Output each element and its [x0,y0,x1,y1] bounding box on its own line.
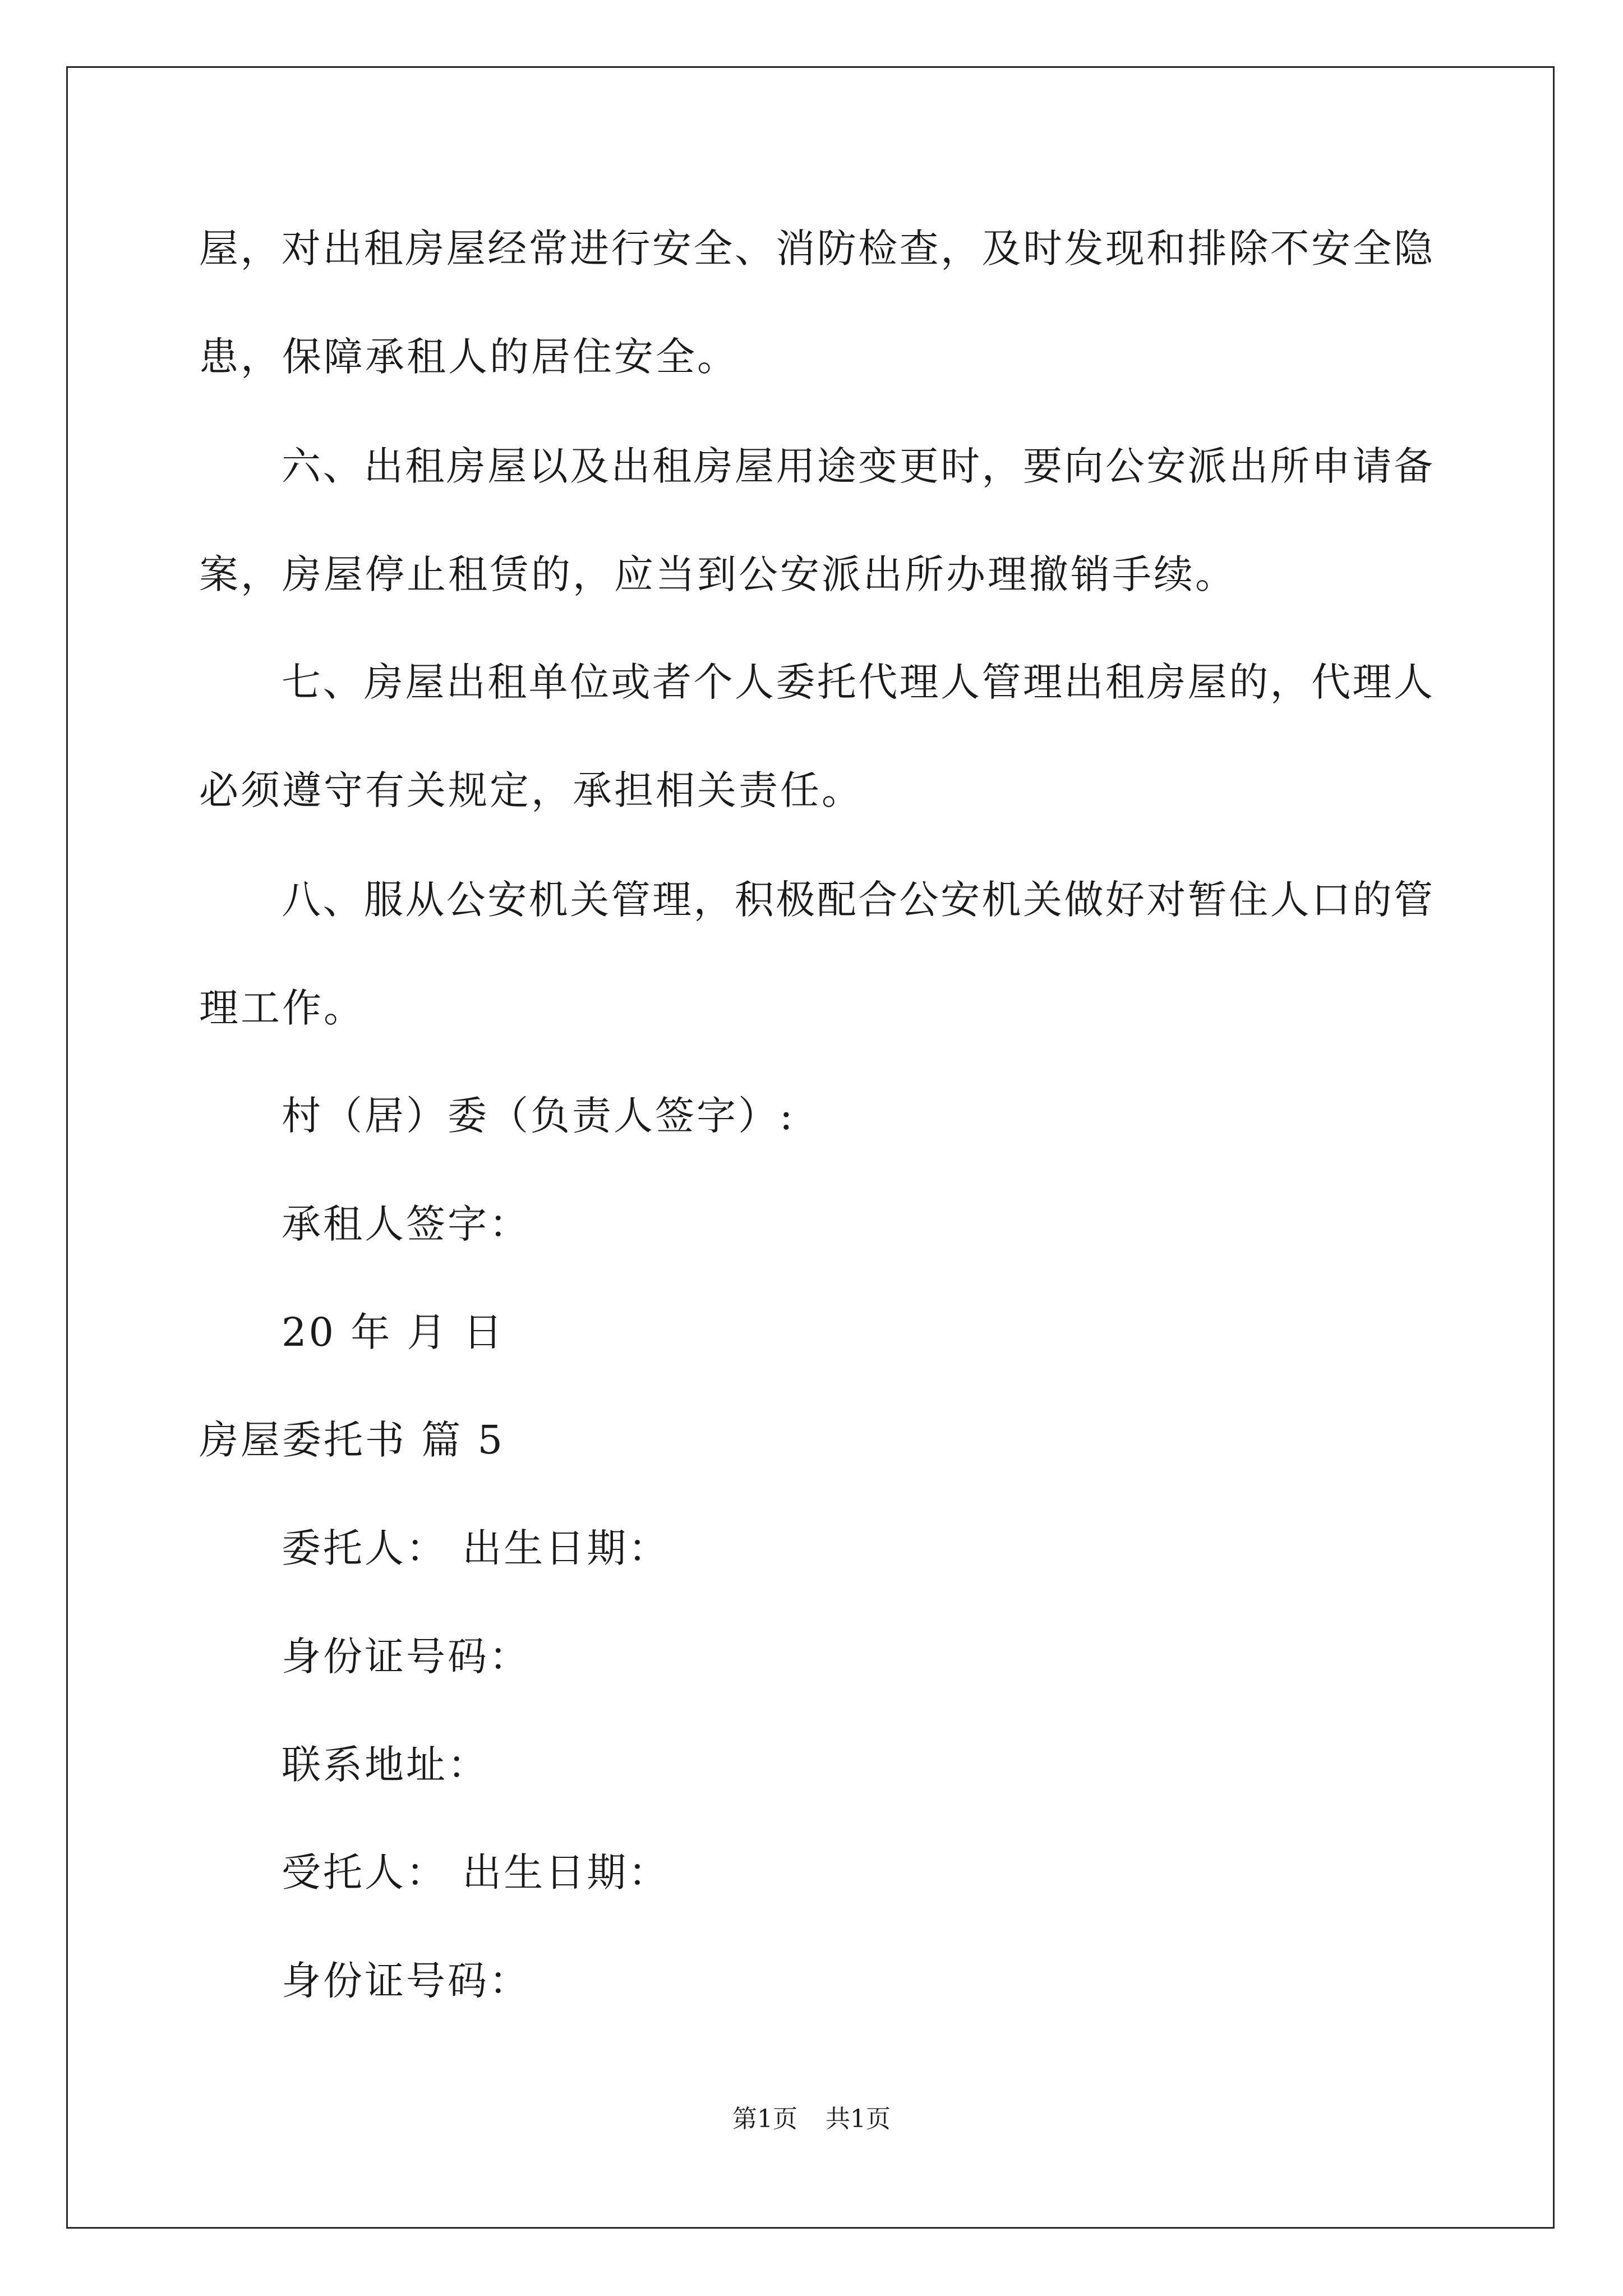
signature-line-tenant: 承租人签字： [282,1202,531,1246]
paragraph-line: 患，保障承租人的居住安全。 [199,334,739,379]
section-heading: 房屋委托书 篇 5 [199,1418,505,1462]
paragraph-line: 必须遵守有关规定，承担相关责任。 [199,768,863,813]
paragraph-line: 案，房屋停止租赁的，应当到公安派出所办理撤销手续。 [199,552,1237,597]
form-field-address: 联系地址： [282,1742,489,1787]
paragraph-line: 七、房屋出租单位或者个人委托代理人管理出租房屋的，代理人 [282,660,1433,705]
paragraph-line: 屋，对出租房屋经常进行安全、消防检查，及时发现和排除不安全隐 [199,226,1433,271]
signature-line-committee: 村（居）委（负责人签字）: [282,1093,795,1138]
paragraph-line: 六、出租房屋以及出租房屋用途变更时，要向公安派出所申请备 [282,444,1433,489]
paragraph-line: 八、服从公安机关管理，积极配合公安机关做好对暂住人口的管 [282,877,1433,922]
page-frame [66,66,1555,2229]
form-field-agent: 受托人： 出生日期： [282,1850,670,1895]
form-field-id-number: 身份证号码： [282,1634,531,1679]
form-field-agent-id-number: 身份证号码： [282,1958,531,2003]
page-number: 第1页 [732,2105,797,2133]
paragraph-line: 理工作。 [199,986,365,1030]
form-field-principal: 委托人： 出生日期： [282,1526,670,1571]
page-total: 共1页 [826,2105,891,2133]
page-footer [0,2104,1623,2135]
date-line: 20 年 月 日 [282,1310,505,1355]
